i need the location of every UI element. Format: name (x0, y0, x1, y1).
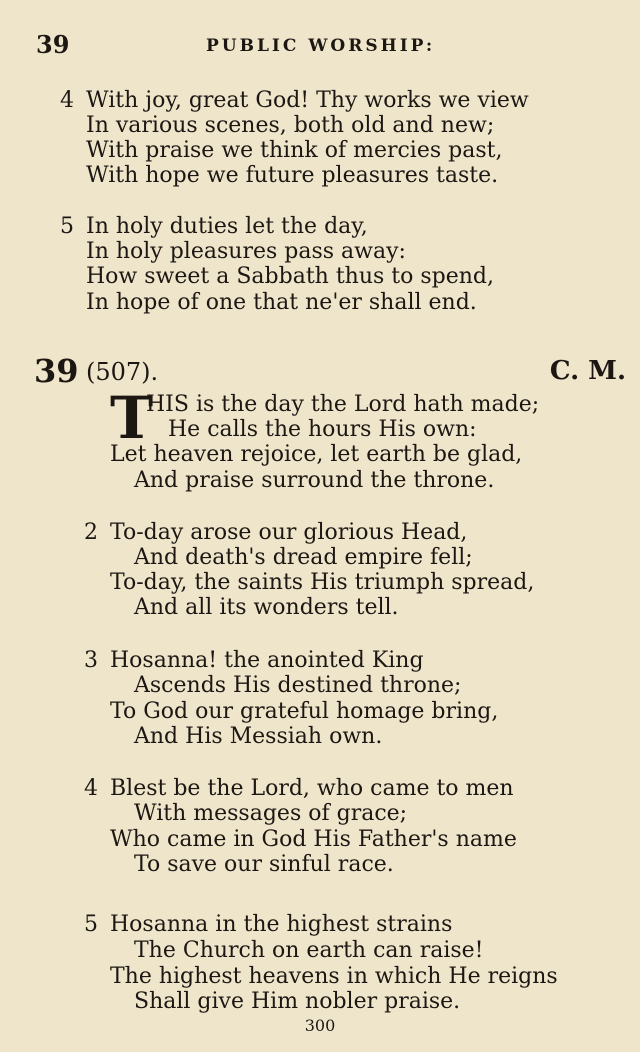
stanza-number: 4 (84, 776, 98, 801)
drop-cap: T (110, 384, 154, 452)
verse-line: And praise surround the throne. (134, 468, 495, 493)
stanza-number: 5 (84, 912, 98, 937)
verse-line: In hope of one that ne'er shall end. (86, 290, 477, 315)
verse-line: And His Messiah own. (134, 724, 383, 749)
verse-line: To-day arose our glorious Head, (110, 520, 468, 545)
verse-line: Blest be the Lord, who came to men (110, 776, 514, 801)
verse-line: To God our grateful homage bring, (110, 699, 499, 724)
verse-line: He calls the hours His own: (168, 417, 477, 442)
verse-line: Hosanna in the highest strains (110, 912, 453, 937)
hymn-number: 39 (34, 352, 79, 390)
verse-line: In various scenes, both old and new; (86, 113, 495, 138)
verse-line: How sweet a Sabbath thus to spend, (86, 264, 495, 289)
verse-line: With hope we future pleasures taste. (86, 163, 499, 188)
verse-line: In holy duties let the day, (86, 214, 368, 239)
header-page-number: 39 (36, 30, 70, 59)
verse-line: HIS is the day the Lord hath made; (146, 392, 540, 417)
verse-line: Let heaven rejoice, let earth be glad, (110, 442, 523, 467)
verse-line: With messages of grace; (134, 801, 408, 826)
header-title: PUBLIC WORSHIP: (206, 36, 436, 56)
verse-line: With praise we think of mercies past, (86, 138, 503, 163)
hymn-meter: C. M. (549, 356, 626, 386)
verse-line: Hosanna! the anointed King (110, 648, 424, 673)
footer-page-number: 300 (304, 1016, 336, 1035)
stanza-number: 5 (60, 214, 74, 239)
verse-line: Shall give Him nobler praise. (134, 989, 461, 1014)
stanza-number: 4 (60, 88, 74, 113)
verse-line: And all its wonders tell. (134, 595, 399, 620)
page-header (36, 30, 604, 60)
verse-line: Ascends His destined throne; (134, 673, 462, 698)
stanza-number: 3 (84, 648, 98, 673)
verse-line: In holy pleasures pass away: (86, 239, 406, 264)
verse-line: And death's dread empire fell; (134, 545, 473, 570)
verse-line: The Church on earth can raise! (134, 938, 484, 963)
verse-line: To-day, the saints His triumph spread, (110, 570, 535, 595)
verse-line: The highest heavens in which He reigns (110, 964, 558, 989)
hymn-reference: (507). (86, 358, 159, 386)
verse-line: Who came in God His Father's name (110, 827, 517, 852)
stanza-number: 2 (84, 520, 98, 545)
verse-line: With joy, great God! Thy works we view (86, 88, 529, 113)
verse-line: To save our sinful race. (134, 852, 394, 877)
